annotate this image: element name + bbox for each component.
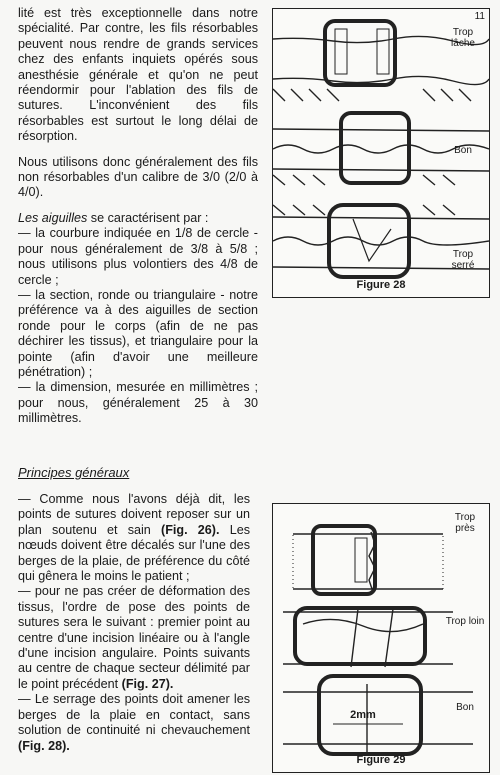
figure-29-drawing xyxy=(273,504,489,772)
principle-knots-text: Les nœuds doivent être décalés sur l'une des berges de la plaie, de préférence du côté qui gênera le moins le patient ; xyxy=(18,522,250,584)
left-column-top xyxy=(18,6,258,427)
figure-29-measure: 2mm xyxy=(350,709,376,721)
figure-29-label-too-close: Trop près xyxy=(454,512,476,534)
figure-29-caption: Figure 29 xyxy=(356,754,406,766)
principle-tightening-text: — Le serrage des points doit amener les berges de la plaie en contact, sans solution de continuité ni chevauchement xyxy=(18,692,250,738)
figure-29-label-good: Bon xyxy=(456,702,474,713)
ref-fig-27: (Fig. 27). xyxy=(121,676,174,691)
figure-29 xyxy=(272,503,490,773)
principle-order-text: — pour ne pas créer de déformation des tissus, l'ordre de pose des points de sutures sera le suivant : premier point au centre d'une incision linéaire ou à l'angle d'une incision angulaire. Points suivants au centre de chaque secteur délimité par le point précédent xyxy=(18,584,250,691)
needles-item-dimension: — la dimension, mesurée en millimètres ; pour nous, généralement 25 à 30 millimètres. xyxy=(18,380,258,426)
figure-28-corner-number: 11 xyxy=(474,11,485,22)
paragraph-calibre: Nous utilisons donc généralement des fils non résorbables d'un calibre de 3/0 (2/0 à 4/0). xyxy=(18,154,258,200)
section-title: Principes généraux xyxy=(18,465,130,480)
left-column-bottom xyxy=(18,492,250,754)
figure-28-label-loose: Trop lâche xyxy=(451,27,475,49)
paragraph-resorbable: lité est très exceptionnelle dans notre spécialité. Par contre, les fils résorbables peuvent nous rendre de grands services chez des enfants inquiets opérés sous anesthésie générale et qu'on ne peut réendormir pour l'ablation des fils de sutures. L'inconvénient des fils résorbables est surtout le long délai de résorption. xyxy=(18,6,258,144)
paragraph-needles xyxy=(18,211,258,427)
figure-28 xyxy=(272,8,490,298)
figure-28-label-good: Bon xyxy=(454,145,472,156)
needles-item-curvature: — la courbure indiquée en 1/8 de cercle - pour nous généralement de 3/8 à 5/8 ; nous utilisons plus volontiers des 4/8 de cercle ; xyxy=(18,226,258,287)
principle-support xyxy=(18,492,250,584)
figure-28-caption: Figure 28 xyxy=(356,279,406,291)
needles-lead-rest: se caractérisent par : xyxy=(87,210,209,225)
figure-29-label-too-far: Trop loin xyxy=(445,616,485,627)
needles-lead: Les aiguilles xyxy=(18,210,88,225)
principle-order xyxy=(18,584,250,692)
ref-fig-26: (Fig. 26). xyxy=(161,522,220,537)
principle-tightening xyxy=(18,692,250,754)
principle-support-text: — Comme nous l'avons déjà dit, les points de sutures doivent reposer sur un plan soutenu et sain xyxy=(18,492,250,537)
needles-item-section: — la section, ronde ou triangulaire - notre préférence va à des aiguilles de section ronde pour le corps (afin de ne pas déchirer les tissus), et triangulaire pour la pointe (afin d'avoir une meilleure pénétration) ; xyxy=(18,287,258,379)
figure-28-label-tight: Trop serré xyxy=(451,249,475,271)
ref-fig-28: (Fig. 28). xyxy=(18,738,70,753)
